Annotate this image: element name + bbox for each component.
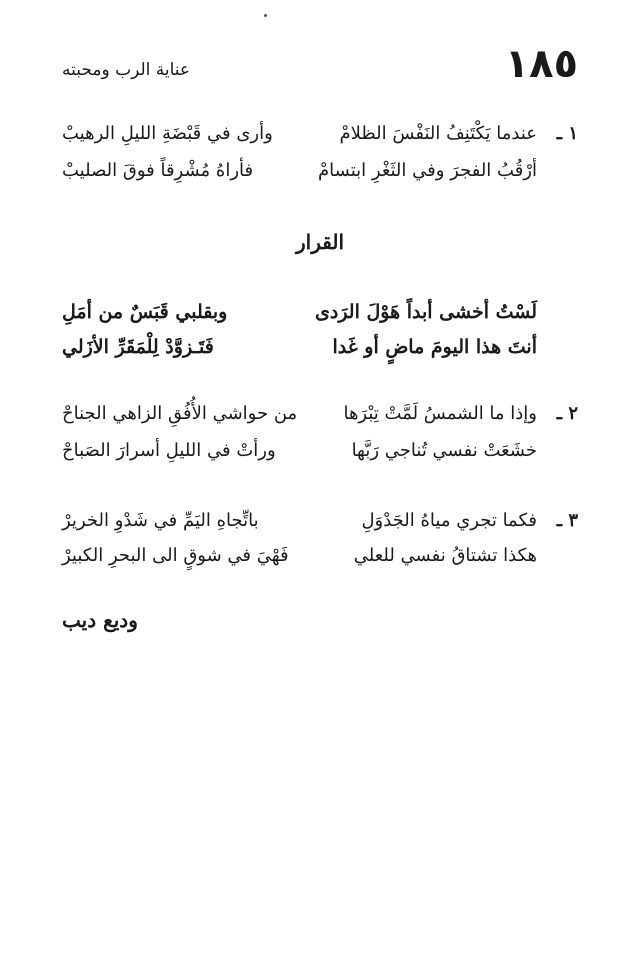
verse-second-hemistich: باتِّجاهِ اليَمِّ في شَدْوِ الخريرْ <box>62 510 259 531</box>
verse-second-hemistich: من حواشي الأُفُقِ الزاهي الجناحْ <box>62 403 298 424</box>
stanza-number: ٢ ـ <box>556 403 578 424</box>
verse-first-hemistich: أرْقُبُ الفجرَ وفي الثَغْرِ ابتسامْ <box>318 160 537 181</box>
verse-second-hemistich: فَهْيَ في شوقٍ الى البحرِ الكبيرْ <box>62 545 289 566</box>
refrain-title: القرار <box>295 230 345 254</box>
author-name: وديع ديب <box>62 608 138 632</box>
verse-first-hemistich: فكما تجري مياهُ الجَدْوَلِ <box>361 510 537 531</box>
refrain-first-hemistich: لَسْتُ أخشى أبداً هَوْلَ الرَدى <box>314 301 537 323</box>
stanza-number: ٣ ـ <box>556 510 578 531</box>
print-speck <box>264 14 267 17</box>
refrain-second-hemistich: وبقلبي قَبَسٌ من أمَلِ <box>62 301 228 323</box>
verse-second-hemistich: فأراهُ مُشْرِقاً فوقَ الصليبْ <box>62 160 254 181</box>
verse-first-hemistich: هكذا تشتاقُ نفسي للعلي <box>353 545 537 566</box>
running-title: عناية الرب ومحبته <box>62 60 191 80</box>
stanza-number: ١ ـ <box>556 123 578 144</box>
refrain-first-hemistich: أنتَ هذا اليومَ ماضٍ أو غَدا <box>332 336 537 358</box>
verse-second-hemistich: ورأتْ في الليلِ أسرارَ الصَباحْ <box>62 440 276 461</box>
verse-first-hemistich: وإذا ما الشمسُ لَمَّتْ تِبْرَها <box>343 403 537 424</box>
verse-second-hemistich: وأرى في قَبْضَةِ الليلِ الرهيبْ <box>62 123 273 144</box>
refrain-second-hemistich: فَتَـزوَّدْ لِلْمَقَرِّ الأزَلي <box>62 336 214 358</box>
verse-first-hemistich: خشَعَتْ نفسي تُناجي رَبَّها <box>351 440 537 461</box>
verse-first-hemistich: عندما يَكْتَنِفُ النَفْسَ الظلامْ <box>339 123 537 144</box>
page-number: ١٨٥ <box>504 41 578 87</box>
